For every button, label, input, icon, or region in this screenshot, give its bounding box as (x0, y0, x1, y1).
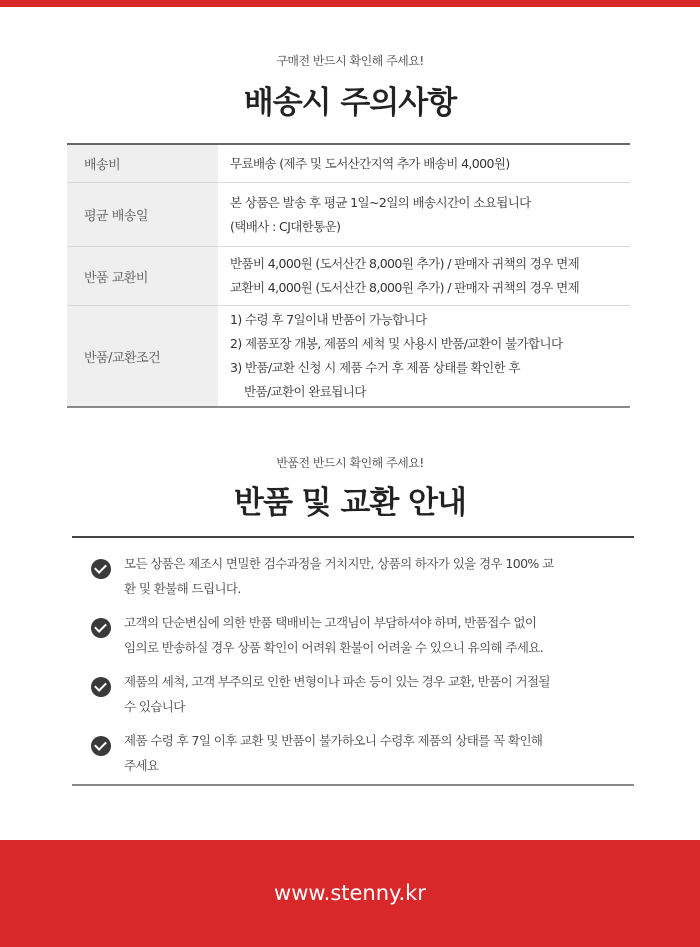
value-line: 1) 수령 후 7일이내 반품이 가능합니다 (230, 312, 427, 327)
check-circle-icon (91, 736, 111, 756)
notice-text: 제품의 세척, 고객 부주의로 인한 변형이나 파손 등이 있는 경우 교환, 반품이 거절될 수 있습니다 (124, 674, 550, 714)
value-line: 본 상품은 발송 후 평균 1일~2일의 배송시간이 소요됩니다 (230, 194, 531, 210)
footer-banner (0, 840, 700, 947)
row-label: 반품 교환비 (67, 247, 218, 305)
notice-text: 제품 수령 후 7일 이후 교환 및 반품이 불가하오니 수령후 제품의 상태를 꼭 확인해 주세요 (124, 733, 543, 773)
list-item (72, 728, 634, 778)
row-value (218, 183, 630, 246)
shipping-title: 배송시 주의사항 (243, 85, 457, 121)
value-line: (택배사 : CJ대한통운) (230, 218, 341, 234)
table-row-delivery-days (67, 183, 630, 247)
table-row-shipping-fee (67, 145, 630, 183)
value-line: 교환비 4,000원 (도서산간 8,000원 추가) / 판매자 귀책의 경우 면제 (230, 280, 580, 295)
top-accent-bar (0, 0, 700, 7)
value-line: 반품비 4,000원 (도서산간 8,000원 추가) / 판매자 귀책의 경우 면제 (230, 256, 580, 271)
value-line: 반품/교환이 완료됩니다 (244, 384, 366, 399)
value-line: 3) 반품/교환 신청 시 제품 수거 후 제품 상태를 확인한 후 (230, 360, 520, 375)
returns-subtitle: 반품전 반드시 확인해 주세요! (276, 456, 424, 470)
row-value (218, 247, 630, 305)
shipping-info-table (67, 143, 630, 408)
returns-title: 반품 및 교환 안내 (234, 485, 466, 521)
row-value (218, 306, 630, 406)
return-notice-list (72, 536, 634, 786)
row-value (218, 145, 630, 182)
row-label: 평균 배송일 (67, 183, 218, 246)
list-item (72, 551, 634, 601)
website-link[interactable]: www.stenny.kr (274, 881, 426, 905)
row-label: 반품/교환조건 (67, 306, 218, 406)
value-line: 무료배송 (제주 및 도서산간지역 추가 배송비 4,000원) (230, 155, 510, 171)
table-row-return-conditions (67, 306, 630, 406)
shipping-subtitle: 구매전 반드시 확인해 주세요! (276, 54, 424, 68)
check-circle-icon (91, 559, 111, 579)
check-circle-icon (91, 618, 111, 638)
notice-text: 모든 상품은 제조시 면밀한 검수과정을 거치지만, 상품의 하자가 있을 경우 100% 교 환 및 환불해 드립니다. (124, 556, 554, 596)
list-item (72, 669, 634, 719)
row-label: 배송비 (67, 145, 218, 182)
notice-text: 고객의 단순변심에 의한 반품 택배비는 고객님이 부담하셔야 하며, 반품접수 없이 임의로 반송하실 경우 상품 확인이 어려워 환불이 어려울 수 있으니 유의해 주세요. (124, 615, 544, 655)
list-item (72, 610, 634, 660)
check-circle-icon (91, 677, 111, 697)
value-line: 2) 제품포장 개봉, 제품의 세척 및 사용시 반품/교환이 불가합니다 (230, 336, 563, 351)
table-row-return-fee (67, 247, 630, 306)
